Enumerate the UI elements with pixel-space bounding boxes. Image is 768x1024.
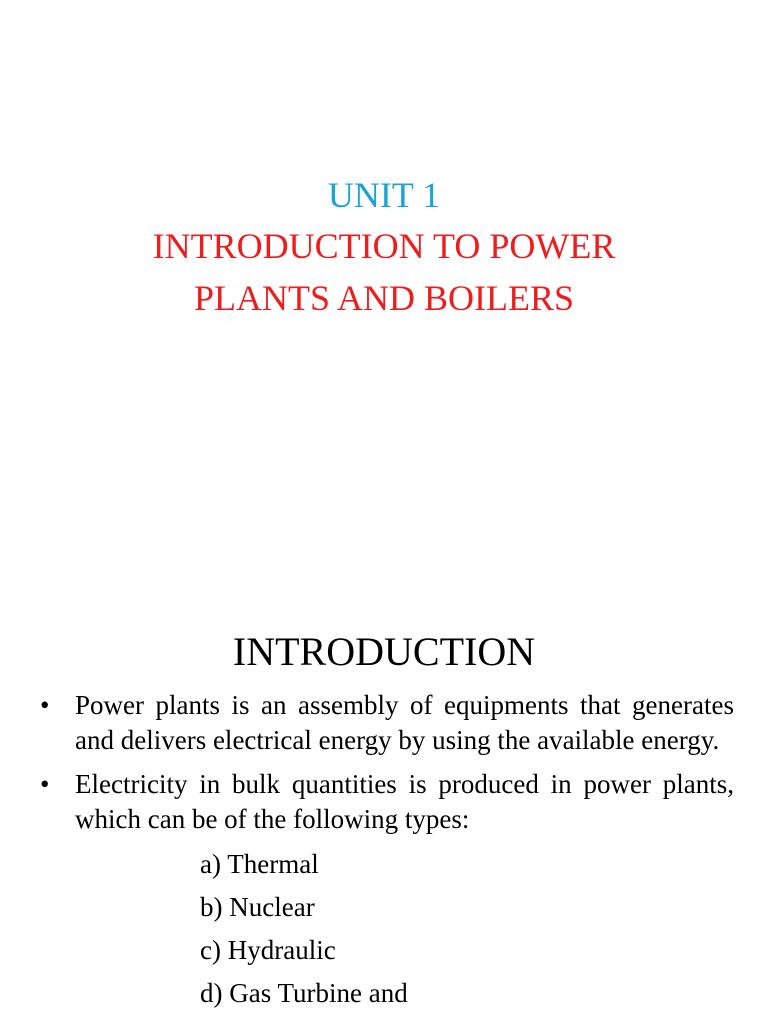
plant-types-list: [200, 843, 734, 1015]
unit-label: UNIT 1: [327, 175, 441, 215]
plant-type-item: a) Thermal: [200, 849, 319, 879]
introduction-slide: [0, 576, 768, 1024]
plant-type-item: b) Nuclear: [200, 892, 315, 922]
slide-title: [0, 220, 768, 324]
bullet-text: Power plants is an assembly of equipments that generates and delivers electrical energy by using the available energy.: [75, 690, 734, 755]
bullet-icon: •: [40, 769, 50, 799]
slide-title-line-2: PLANTS AND BOILERS: [193, 278, 575, 318]
bullet-item: [40, 767, 734, 1015]
plant-type-item: d) Gas Turbine and: [200, 978, 408, 1008]
bullet-icon: •: [40, 690, 50, 720]
plant-type-item: c) Hydraulic: [200, 935, 336, 965]
bullet-text: Electricity in bulk quantities is produced in power plants, which can be of the following types:: [75, 769, 734, 834]
title-block: [0, 170, 768, 324]
introduction-heading: INTRODUCTION: [232, 629, 536, 674]
slide-title-line-1: INTRODUCTION TO POWER: [152, 226, 616, 266]
bullet-list: [40, 688, 734, 1024]
bullet-item: [40, 688, 734, 758]
